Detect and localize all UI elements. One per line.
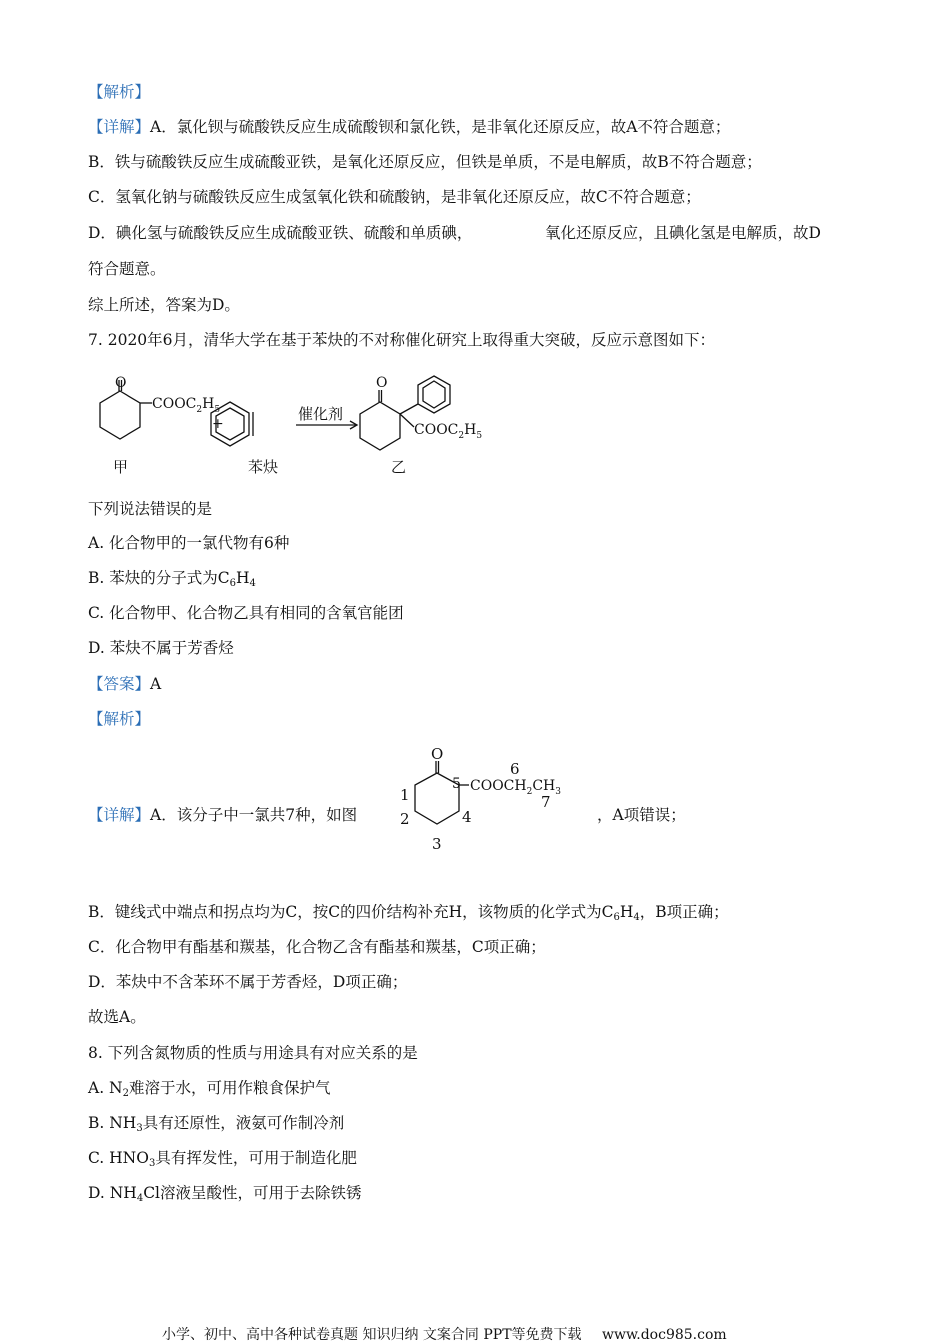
position-4: 4 [462, 808, 472, 826]
q7-option-a: A. 化合物甲的一氯代物有6种 [88, 534, 290, 552]
q7-detail-a: 【详解】A．该分子中一氯共7种，如图 [88, 806, 358, 824]
plus-sign: + [212, 416, 224, 432]
q7-option-c: C. 化合物甲、化合物乙具有相同的含氧官能团 [88, 604, 404, 622]
catalyst-label: 催化剂 [298, 405, 344, 423]
q7-option-b: B. 苯炔的分子式为$C_6H_4$ [88, 569, 256, 589]
jia-ring [100, 391, 140, 439]
q7-detail-a-post: ，A项错误； [597, 806, 686, 824]
numbered-structure [392, 745, 592, 857]
q7-option-d: D. 苯炔不属于芳香烃 [88, 639, 234, 657]
q6-detail-d-part3: 符合题意。 [88, 260, 166, 278]
q7-detail-c: C．化合物甲有酯基和羰基，化合物乙含有酯基和羰基，C项正确； [88, 938, 546, 956]
q8-option-c: C. $HNO_3$具有挥发性，可用于制造化肥 [88, 1149, 357, 1169]
q8-stem: 8. 下列含氮物质的性质与用途具有对应关系的是 [88, 1044, 418, 1062]
position-1: 1 [400, 786, 410, 804]
yi-ester-label: $COOC_2H_5$ [414, 422, 483, 441]
q6-summary: 综上所述，答案为D。 [88, 296, 240, 314]
answer-value: A [150, 675, 162, 693]
q8-option-b: B. $NH_3$具有还原性，液氨可作制冷剂 [88, 1114, 345, 1134]
yi-ester-bond [400, 414, 414, 427]
q6-detail-b: B．铁与硫酸铁反应生成硫酸亚铁，是氧化还原反应，但铁是单质，不是电解质，故B不符合题意； [88, 153, 762, 171]
yi-ring [360, 402, 400, 450]
q6-detail-c: C．氢氧化钠与硫酸铁反应生成氢氧化铁和硫酸钠，是非氧化还原反应，故C不符合题意； [88, 188, 701, 206]
detail-label: 【详解】 [88, 806, 151, 824]
yi-phenyl-bond [400, 404, 418, 414]
position-5: 5 [452, 776, 461, 792]
footer [162, 1324, 727, 1344]
q8-option-d: D. $NH_4Cl$溶液呈酸性，可用于去除铁锈 [88, 1184, 362, 1204]
numbered-ester-label: $COOCH_2CH_3$ [470, 778, 561, 797]
q6-detail-d-part2: 氧化还原反应，且碘化氢是电解质，故D [545, 224, 821, 242]
position-2: 2 [400, 810, 410, 828]
q7-stem: 7. 2020年6月，清华大学在基于苯炔的不对称催化研究上取得重大突破，反应示意图如下： [88, 331, 716, 349]
analysis-label-q6: 【解析】 [88, 83, 151, 101]
label-jia: 甲 [113, 458, 129, 476]
q7-detail-b: B．键线式中端点和拐点均为C，按C的四价结构补充H，该物质的化学式为$C_6H_4$，B项正确； [88, 903, 729, 923]
q7-question: 下列说法错误的是 [88, 500, 213, 518]
yi-phenyl-inner [423, 381, 445, 408]
numbered-oxygen: O [431, 745, 444, 763]
footer-text: 小学、初中、高中各种试卷真题 知识归纳 文案合同 PPT等免费下载 [162, 1327, 582, 1343]
analysis-label-q7: 【解析】 [88, 710, 151, 728]
detail-label: 【详解】 [88, 118, 151, 136]
q7-conclusion: 故选A。 [88, 1008, 146, 1026]
label-yi: 乙 [391, 458, 407, 476]
q6-detail-a [88, 117, 730, 137]
jia-oxygen: O [115, 375, 127, 391]
position-6: 6 [510, 760, 520, 778]
jia-ester-label: $COOC_2H_5$ [152, 396, 221, 415]
reaction-scheme [88, 370, 508, 485]
q7-detail-d: D．苯炔中不含苯环不属于芳香烃，D项正确； [88, 973, 408, 991]
answer-label: 【答案】 [88, 675, 151, 693]
yi-oxygen: O [376, 375, 388, 391]
label-benzyne: 苯炔 [248, 458, 279, 476]
q6-detail-a-text: A．氯化钡与硫酸铁反应生成硫酸钡和氯化铁，是非氧化还原反应，故A不符合题意； [150, 118, 731, 136]
position-7: 7 [541, 793, 551, 811]
q6-detail-d-part1: D．碘化氢与硫酸铁反应生成硫酸亚铁、硫酸和单质碘， [88, 224, 473, 242]
footer-url[interactable]: www.doc985.com [601, 1327, 727, 1343]
q8-option-a: A. $N_2$难溶于水，可用作粮食保护气 [88, 1079, 331, 1099]
q7-answer [88, 674, 161, 694]
position-3: 3 [432, 835, 442, 853]
